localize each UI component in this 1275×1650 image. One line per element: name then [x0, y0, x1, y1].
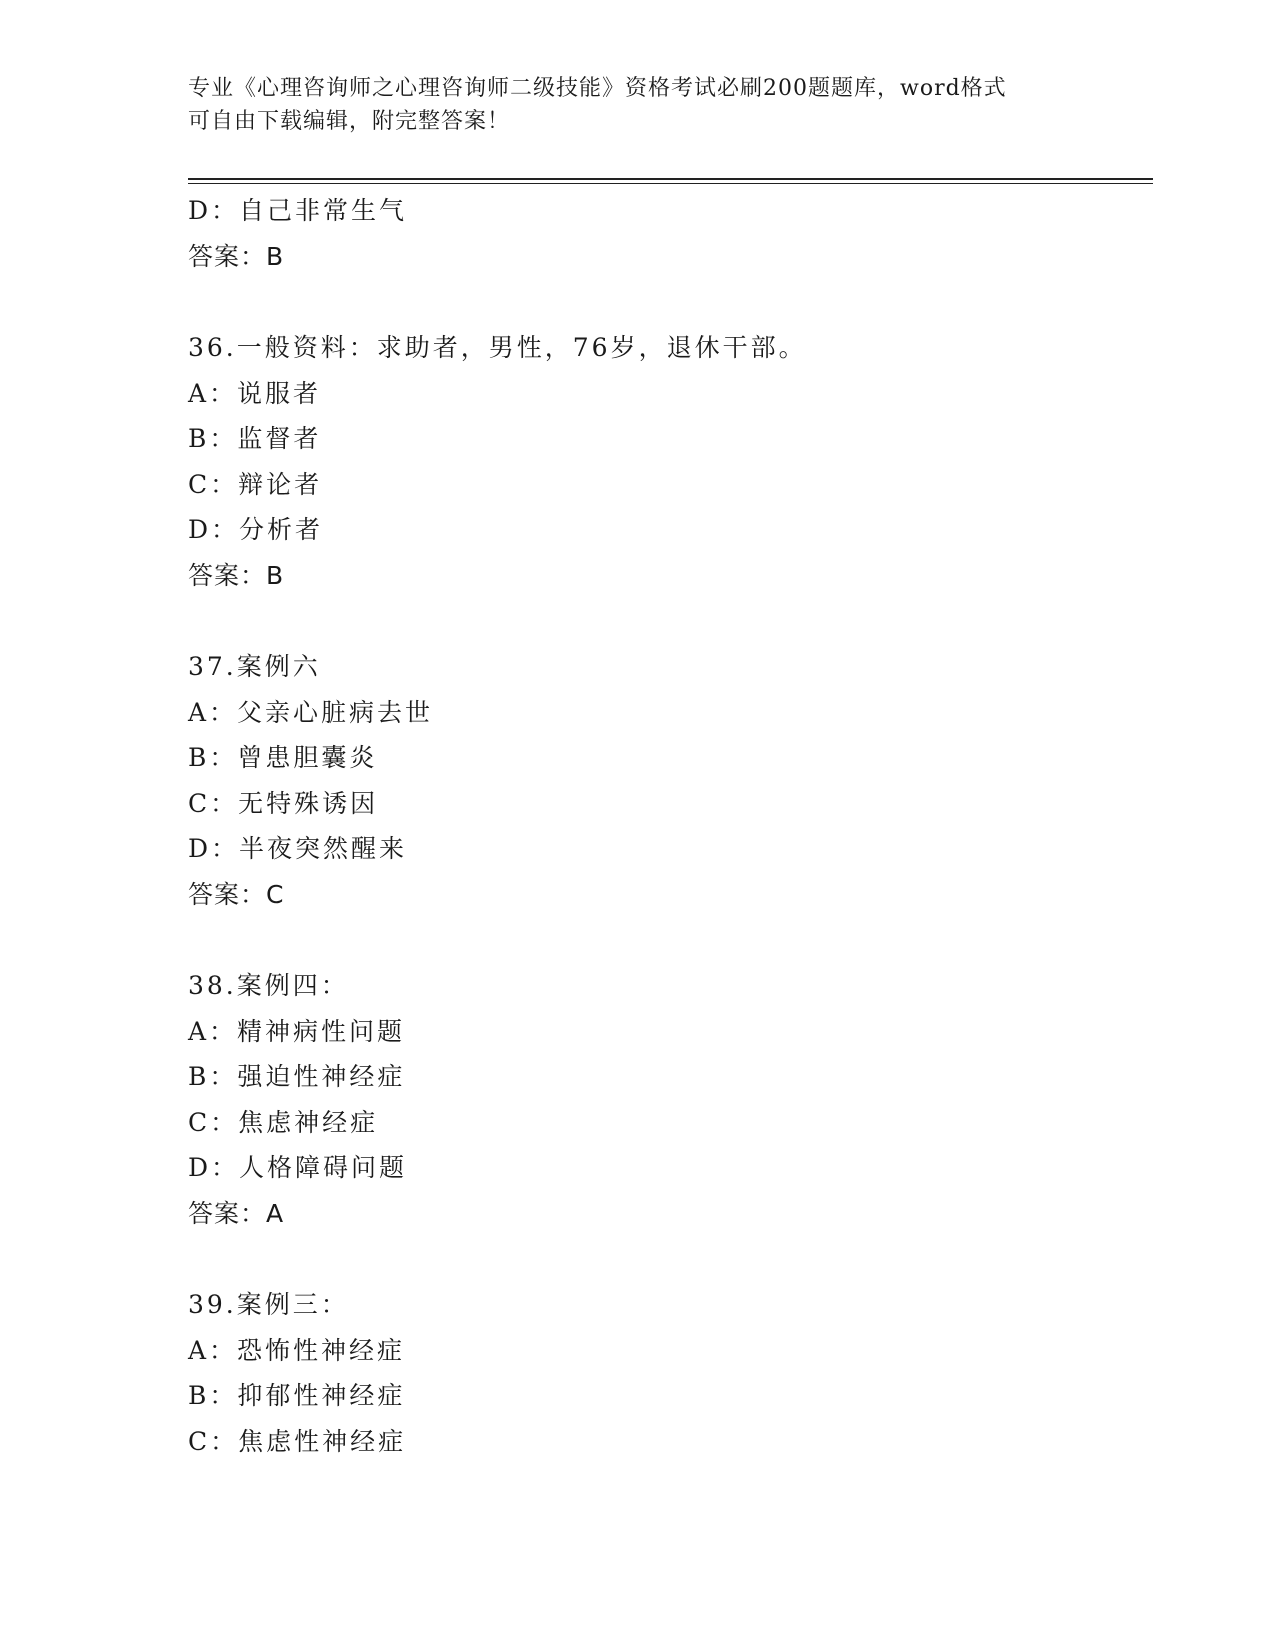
header-line-1: 专业《心理咨询师之心理咨询师二级技能》资格考试必刷200题题库，word格式 [188, 76, 1007, 101]
option-b: B：监督者 [188, 424, 322, 453]
option-a: A：精神病性问题 [188, 1016, 406, 1046]
option-d: D：自己非常生气 [188, 196, 408, 225]
option-a: A：恐怖性神经症 [188, 1335, 406, 1365]
option-a: A：说服者 [188, 378, 322, 408]
question-carryover [188, 188, 1153, 279]
question-stem: 37.案例六 [188, 652, 321, 681]
header-line-2: 可自由下载编辑，附完整答案！ [188, 109, 511, 134]
question-stem: 38.案例四： [188, 971, 349, 1000]
option-c: C：焦虑神经症 [188, 1107, 379, 1137]
answer-line: 答案：C [188, 879, 285, 909]
option-d: D：人格障碍问题 [188, 1153, 408, 1182]
answer-line: 答案：B [188, 241, 285, 271]
question-stem: 39.案例三： [188, 1290, 349, 1319]
header-divider-thin [188, 183, 1153, 184]
question-39 [188, 1282, 1153, 1464]
option-c: C：无特殊诱因 [188, 788, 379, 818]
option-d: D：半夜突然醒来 [188, 834, 408, 863]
option-a: A：父亲心脏病去世 [188, 697, 434, 727]
option-b: B：强迫性神经症 [188, 1062, 406, 1091]
option-d: D：分析者 [188, 515, 324, 544]
header-divider-thick [188, 178, 1153, 180]
option-c: C：辩论者 [188, 469, 323, 499]
answer-line: 答案：B [188, 560, 285, 590]
question-37 [188, 644, 1153, 917]
question-36 [188, 325, 1153, 598]
option-c: C：焦虑性神经症 [188, 1426, 407, 1456]
question-list [188, 188, 1153, 1464]
question-stem: 36.一般资料：求助者，男性，76岁，退休干部。 [188, 333, 807, 362]
document-header [188, 72, 1088, 138]
option-b: B：曾患胆囊炎 [188, 743, 378, 772]
option-b: B：抑郁性神经症 [188, 1381, 406, 1410]
answer-line: 答案：A [188, 1198, 285, 1228]
question-38 [188, 963, 1153, 1236]
